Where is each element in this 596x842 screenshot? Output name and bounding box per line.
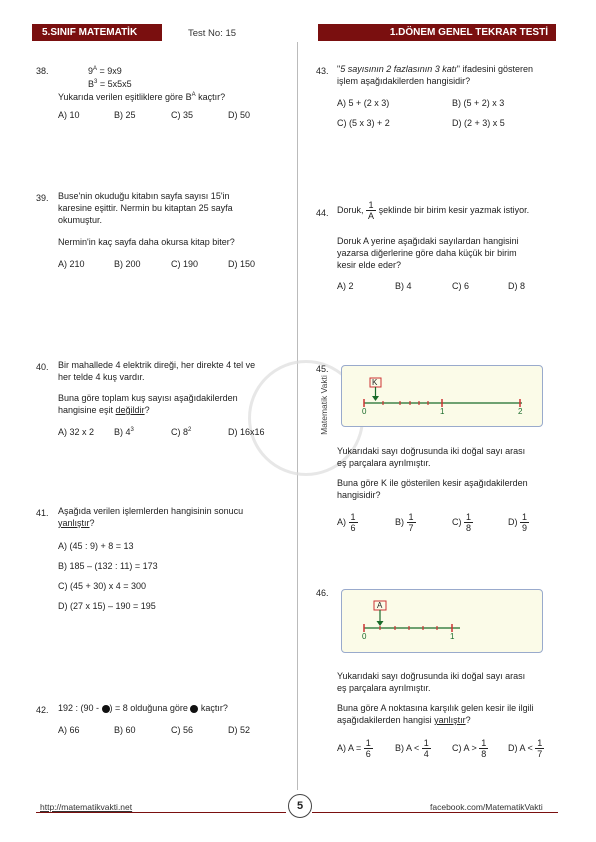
option-a[interactable]: A) $\frac{1}{6}$ (337, 512, 356, 533)
option-c[interactable]: C) A > $\frac{1}{8}$ (452, 738, 487, 759)
question-stem: Doruk A yerine aşağıdaki sayılardan hangisini (337, 236, 519, 246)
option-a[interactable]: A) 210 (58, 259, 85, 269)
option-c[interactable]: C) 190 (171, 259, 199, 269)
question-stem: Yukarıdaki sayı doğrusunda iki doğal sayı arası (337, 446, 526, 456)
tick-label: 0 (362, 407, 367, 416)
number-line-svg (342, 590, 542, 652)
tick-label: 2 (518, 407, 523, 416)
subject-title: 5.SINIF MATEMATİK (32, 24, 162, 41)
question-number: 40. (36, 362, 49, 372)
option-d[interactable]: D) 52 (228, 725, 251, 735)
question-stem: işlem aşağıdakilerden hangisidir? (337, 76, 471, 86)
option-b[interactable]: B) 25 (114, 110, 136, 120)
option-b[interactable]: B) 185 – (132 : 11) = 173 (58, 561, 158, 571)
question-stem: yanlıştır? (58, 518, 95, 528)
question-stem: Buna göre K ile gösterilen kesir aşağıdakilerden (337, 478, 528, 488)
question-stem: Doruk, $\frac{1}{A}$ şeklinde bir birim kesir yazmak istiyor. (337, 200, 530, 221)
option-a[interactable]: A) 5 + (2 x 3) (337, 98, 390, 108)
watermark-label: Matematik Vakti (318, 375, 329, 435)
website-link[interactable]: http://matematikvakti.net (40, 802, 133, 812)
option-c[interactable]: C) (45 + 30) x 4 = 300 (58, 581, 147, 591)
option-b[interactable]: B) $\frac{1}{7}$ (395, 512, 414, 533)
option-c[interactable]: C) $\frac{1}{8}$ (452, 512, 472, 533)
question-stem: Bir mahallede 4 elektrik direği, her direkte 4 tel ve (58, 360, 256, 370)
question-stem: Buse'nin okuduğu kitabın sayfa sayısı 15'in (58, 191, 230, 201)
option-d[interactable]: D) (27 x 15) – 190 = 195 (58, 601, 156, 611)
marker-label: K (372, 378, 378, 387)
option-a[interactable]: A) A = $\frac{1}{6}$ (337, 738, 371, 759)
question-stem: Buna göre A noktasına karşılık gelen kesir ile ilgili (337, 703, 534, 713)
question-stem: Buna göre toplam kuş sayısı aşağıdakilerden (58, 393, 238, 403)
option-a[interactable]: A) 66 (58, 725, 80, 735)
filled-circle-icon (102, 705, 110, 713)
question-stem: Yukarıdaki sayı doğrusunda iki doğal sayı arası (337, 671, 526, 681)
option-b[interactable]: B) 200 (114, 259, 141, 269)
option-c[interactable]: C) 56 (171, 725, 194, 735)
option-a[interactable]: A) 2 (337, 281, 354, 291)
question-stem: 192 : (90 - ) = 8 olduğuna göre kaçtır? (58, 703, 228, 713)
option-a[interactable]: A) 10 (58, 110, 80, 120)
question-stem: yazarsa diğerlerine göre daha küçük bir birim (337, 248, 517, 258)
equation-line: $9^A = 9x9$ (88, 66, 122, 76)
option-c[interactable]: C) 35 (171, 110, 194, 120)
option-b[interactable]: B) A < $\frac{1}{4}$ (395, 738, 429, 759)
question-stem: eş parçalara ayrılmıştır. (337, 683, 431, 693)
option-b[interactable]: B) $4^3$ (114, 427, 134, 437)
question-number: 45. (316, 364, 329, 374)
question-stem: "5 sayısının 2 fazlasının 3 katı" ifadesini gösteren (337, 64, 534, 74)
option-b[interactable]: B) (5 + 2) x 3 (452, 98, 505, 108)
number-line-figure (341, 365, 543, 427)
option-a[interactable]: A) (45 : 9) + 8 = 13 (58, 541, 134, 551)
question-number: 42. (36, 705, 49, 715)
question-number: 43. (316, 66, 329, 76)
option-c[interactable]: C) $8^2$ (171, 427, 192, 437)
option-b[interactable]: B) 60 (114, 725, 136, 735)
marker-label: A (377, 601, 383, 610)
tick-label: 1 (450, 632, 455, 641)
option-d[interactable]: D) $\frac{1}{9}$ (508, 512, 528, 533)
option-d[interactable]: D) 16x16 (228, 427, 265, 437)
test-number: Test No: 15 (188, 28, 237, 39)
option-d[interactable]: D) 50 (228, 110, 251, 120)
question-stem: aşağıdakilerden hangisi yanlıştır? (337, 715, 471, 725)
question-stem: karesine eşittir. Nermin bu kitaptan 25 sayfa (58, 203, 233, 213)
number-line-figure (341, 589, 543, 653)
option-d[interactable]: D) (2 + 3) x 5 (452, 118, 505, 128)
equation-line: $B^3 = 5x5x5$ (88, 79, 132, 89)
question-number: 41. (36, 508, 49, 518)
question-prompt: Nermin'in kaç sayfa daha okursa kitap biter? (58, 237, 235, 247)
question-stem: hangisidir? (337, 490, 381, 500)
question-stem: hangisine eşit değildir? (58, 405, 150, 415)
footer-rule (36, 812, 286, 813)
question-stem: kesir elde eder? (337, 260, 402, 270)
question-number: 44. (316, 208, 329, 218)
tick-label: 1 (440, 407, 445, 416)
facebook-link[interactable]: facebook.com/MatematikVakti (430, 802, 543, 812)
question-stem: Yukarıda verilen eşitliklere göre $B^A$ kaçtır? (58, 92, 226, 102)
question-stem: okumuştur. (58, 215, 103, 225)
question-stem: Aşağıda verilen işlemlerden hangisinin sonucu (58, 506, 244, 516)
test-title: 1.DÖNEM GENEL TEKRAR TESTİ (318, 24, 556, 41)
option-d[interactable]: D) 8 (508, 281, 526, 291)
footer-rule (312, 812, 558, 813)
option-c[interactable]: C) 6 (452, 281, 470, 291)
fraction: $\frac{1}{A}$ (368, 200, 375, 221)
number-line-svg (342, 366, 542, 426)
option-c[interactable]: C) (5 x 3) + 2 (337, 118, 390, 128)
option-a[interactable]: A) 32 x 2 (58, 427, 95, 437)
page-number: 5 (288, 794, 312, 818)
option-d[interactable]: D) A < $\frac{1}{7}$ (508, 738, 543, 759)
option-d[interactable]: D) 150 (228, 259, 256, 269)
tick-label: 0 (362, 632, 367, 641)
question-number: 39. (36, 193, 49, 203)
question-number: 46. (316, 588, 329, 598)
question-number: 38. (36, 66, 49, 76)
question-stem: her telde 4 kuş vardır. (58, 372, 145, 382)
question-stem: eş parçalara ayrılmıştır. (337, 458, 431, 468)
option-b[interactable]: B) 4 (395, 281, 412, 291)
